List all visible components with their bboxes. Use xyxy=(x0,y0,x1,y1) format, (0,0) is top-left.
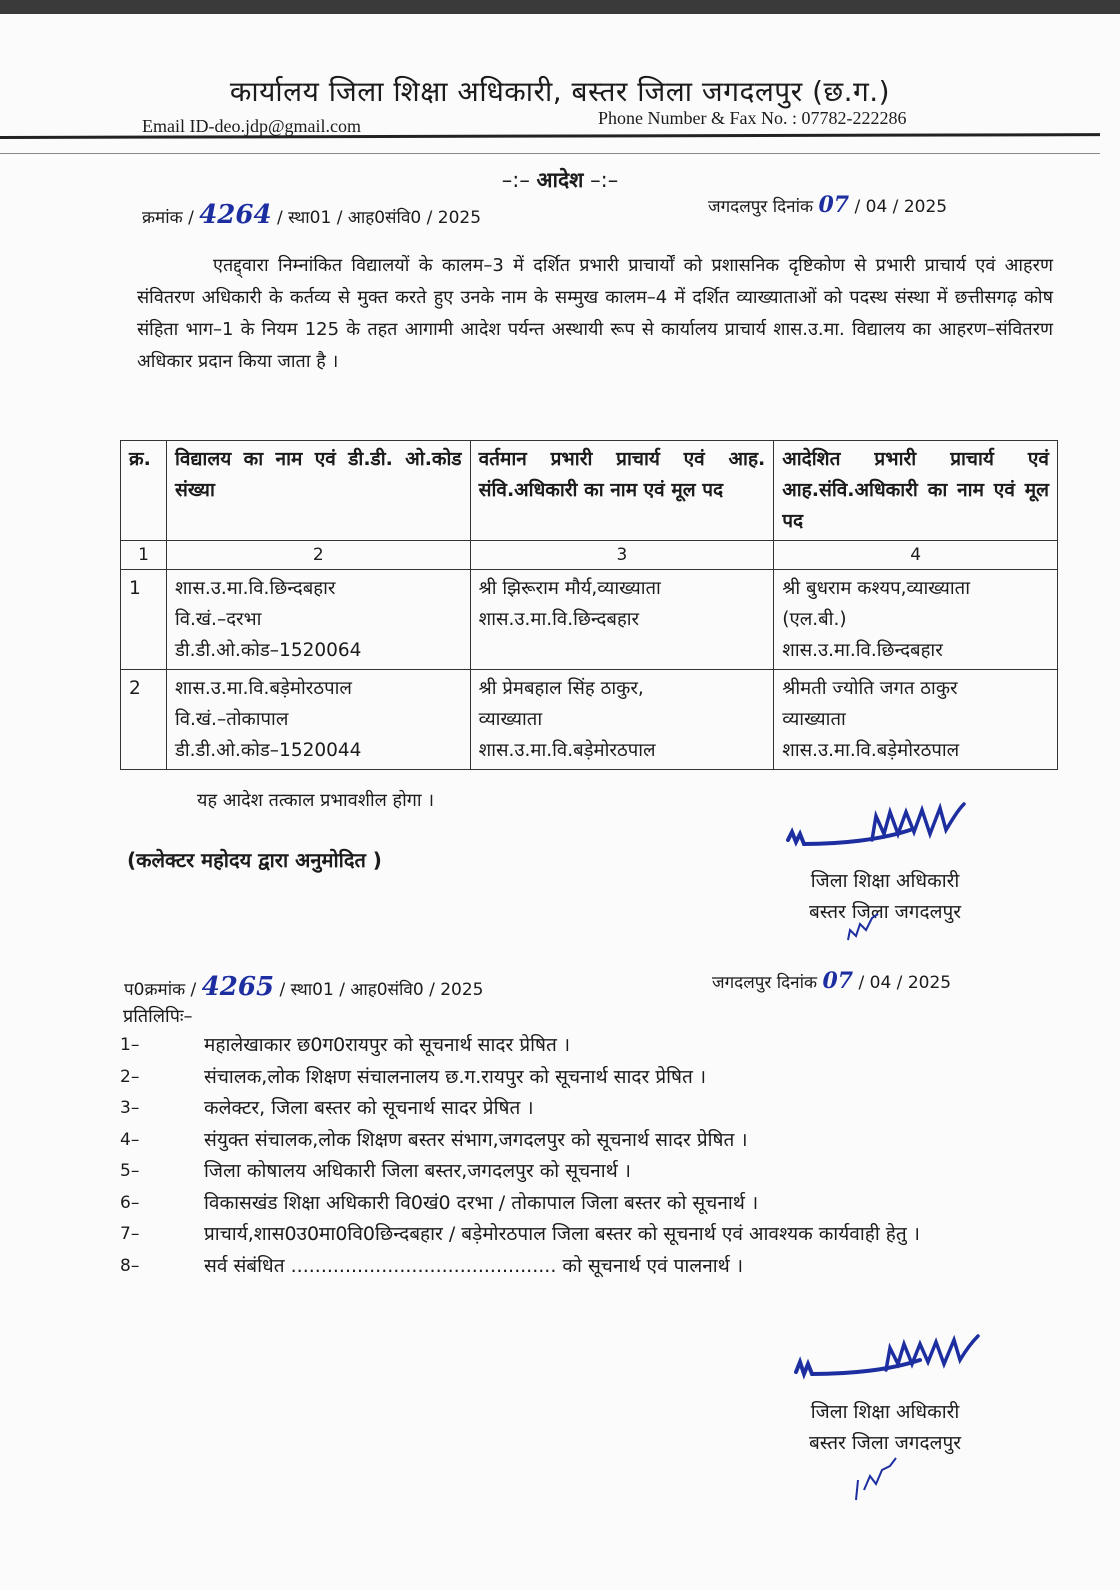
item-number: 3– xyxy=(120,1098,140,1118)
handwritten-signature-2 xyxy=(790,1332,1000,1398)
item-number: 6– xyxy=(120,1192,140,1213)
col-number: 3 xyxy=(470,541,774,570)
item-number: 5– xyxy=(120,1161,140,1181)
ref2-number-handwritten: 4265 xyxy=(201,972,275,1002)
ref-prefix: क्रमांक / xyxy=(142,208,194,228)
item-number: 8– xyxy=(120,1255,140,1276)
header-rule-thin xyxy=(0,153,1100,154)
table-header-row xyxy=(121,441,1058,541)
school-ddo-table xyxy=(120,440,1058,770)
row-school xyxy=(166,670,470,770)
collector-approval-note: (कलेक्टर महोदय द्वारा अनुमोदित ) xyxy=(127,848,382,872)
handwritten-signature-1 xyxy=(780,800,990,870)
copy-recipient-list xyxy=(120,1030,1040,1282)
initial-scribble-2 xyxy=(850,1440,910,1506)
row-current xyxy=(470,670,774,770)
list-item xyxy=(120,1251,1040,1283)
order-body-text: एतद्द्वारा निम्नांकित विद्यालयों के कालम–3 में दर्शित प्रभारी प्राचार्यों को प्रशासनिक दृष्टिकोण से प्रभारी प्राचार्य एवं आहरण संवितरण अधिकारी के कर्तव्य से मुक्त करते हुए उनके नाम के सम्मुख कालम–4 में दर्शित व्याख्याताओं को पदस्थ संस्था में छत्तीसगढ़ कोष संहिता भाग–1 के नियम 125 के तहत आगामी आदेश पर्यन्त अस्थायी रूप से कार्यालय प्राचार्य शास.उ.मा. विद्यालय का आहरण–संवितरण अधिकार प्रदान किया जाता है । xyxy=(137,255,1053,372)
effect-statement: यह आदेश तत्काल प्रभावशील होगा । xyxy=(197,790,435,811)
school-block: वि.खं.–तोकापाल xyxy=(174,709,289,730)
school-block: वि.खं.–दरभा xyxy=(174,609,262,630)
ddo-code: डी.डी.ओ.कोड–1520044 xyxy=(174,740,362,761)
col-header-current: वर्तमान प्रभारी प्राचार्य एवं आह. संवि.अधिकारी का नाम एवं मूल पद xyxy=(470,441,774,541)
col-header-school: विद्यालय का नाम एवं डी.डी. ओ.कोड संख्या xyxy=(166,441,470,541)
ordered-officer: श्री बुधराम कश्यप,व्याख्याता xyxy=(782,578,970,599)
ordered-detail: व्याख्याता xyxy=(782,709,846,730)
col-number: 4 xyxy=(774,541,1058,570)
item-text: जिला कोषालय अधिकारी जिला बस्तर,जगदलपुर को सूचनार्थ । xyxy=(204,1160,632,1182)
item-text: प्राचार्य,शास0उ0मा0वि0छिन्दबहार / बड़ेमोरठपाल जिला बस्तर को सूचनार्थ एवं आवश्यक कार्यवाही हेतु । xyxy=(204,1223,920,1245)
date-day-handwritten: 07 xyxy=(818,192,850,218)
date-prefix: जगदलपुर दिनांक xyxy=(708,197,814,217)
item-text: विकासखंड शिक्षा अधिकारी वि0खं0 दरभा / तोकापाल जिला बस्तर को सूचनार्थ । xyxy=(204,1191,759,1214)
item-text: संचालक,लोक शिक्षण संचालनालय छ.ग.रायपुर को सूचनार्थ सादर प्रेषित । xyxy=(204,1065,707,1088)
list-item xyxy=(120,1188,1040,1220)
col-number: 1 xyxy=(121,541,167,570)
table-row xyxy=(121,570,1058,670)
item-text: संयुक्त संचालक,लोक शिक्षण बस्तर संभाग,जगदलपुर को सूचनार्थ सादर प्रेषित । xyxy=(204,1128,748,1151)
date2-day-handwritten: 07 xyxy=(822,968,854,994)
copy-to-label: प्रतिलिपिः– xyxy=(123,1006,193,1027)
item-text: कलेक्टर, जिला बस्तर को सूचनार्थ सादर प्रेषित । xyxy=(204,1097,534,1119)
date-rest: / 04 / 2025 xyxy=(854,197,948,217)
scan-top-edge xyxy=(0,0,1120,14)
item-text: सर्व संबंधित ............................................ को सूचनार्थ एवं पालनार्थ । xyxy=(204,1254,744,1277)
column-number-row xyxy=(121,541,1058,570)
row-ordered xyxy=(774,670,1058,770)
order-heading-text: आदेश xyxy=(536,168,584,192)
initial-scribble-1 xyxy=(838,900,888,950)
row-school xyxy=(166,570,470,670)
order-date xyxy=(708,192,947,218)
ref2-prefix: प0क्रमांक / xyxy=(124,980,197,1000)
row-sno: 2 xyxy=(121,670,167,770)
list-item xyxy=(120,1093,1040,1125)
list-item xyxy=(120,1219,1040,1251)
ordered-post: शास.उ.मा.वि.बड़ेमोरठपाल xyxy=(782,740,960,761)
order-reference xyxy=(142,200,481,230)
date2-rest: / 04 / 2025 xyxy=(858,973,952,993)
row-current xyxy=(470,570,774,670)
ordered-detail: (एल.बी.) xyxy=(782,609,847,630)
order-heading-left: –:– xyxy=(501,168,530,192)
row-sno: 1 xyxy=(121,570,167,670)
ordered-officer: श्रीमती ज्योति जगत ठाकुर xyxy=(782,678,958,699)
item-number: 1– xyxy=(120,1035,140,1055)
list-item xyxy=(120,1156,1040,1188)
order-heading xyxy=(0,166,1120,194)
col-header-sno: क्र. xyxy=(121,441,167,541)
office-title: कार्यालय जिला शिक्षा अधिकारी, बस्तर जिला जगदलपुर (छ.ग.) xyxy=(229,75,891,108)
ddo-code: डी.डी.ओ.कोड–1520064 xyxy=(174,640,362,661)
list-item xyxy=(120,1125,1040,1157)
signatory-office: बस्तर जिला जगदलपुर xyxy=(808,1432,962,1454)
signatory-designation: जिला शिक्षा अधिकारी xyxy=(810,1401,960,1423)
order-heading-right: –:– xyxy=(590,168,619,192)
list-item xyxy=(120,1062,1040,1094)
item-number: 7– xyxy=(120,1224,140,1244)
ref2-suffix: / स्था01 / आह0संवि0 / 2025 xyxy=(279,980,484,1000)
ref-number-handwritten: 4264 xyxy=(199,200,272,230)
email-id: Email ID-deo.jdp@gmail.com xyxy=(142,116,362,136)
col-header-ordered: आदेशित प्रभारी प्राचार्य एवं आह.संवि.अधिकारी का नाम एवं मूल पद xyxy=(774,441,1058,541)
current-post: शास.उ.मा.वि.बड़ेमोरठपाल xyxy=(478,740,656,761)
signatory-designation: जिला शिक्षा अधिकारी xyxy=(810,870,960,892)
ordered-post: शास.उ.मा.वि.छिन्दबहार xyxy=(782,640,943,661)
date2-prefix: जगदलपुर दिनांक xyxy=(712,973,818,993)
ref-suffix: / स्था01 / आह0संवि0 / 2025 xyxy=(277,208,482,228)
order-body xyxy=(137,250,1053,378)
current-detail: व्याख्याता xyxy=(478,709,543,730)
current-officer: श्री झिरूराम मौर्य,व्याख्याता xyxy=(478,578,661,599)
item-text: महालेखाकार छ0ग0रायपुर को सूचनार्थ सादर प्रेषित । xyxy=(204,1034,571,1056)
col-number: 2 xyxy=(166,541,470,570)
list-item xyxy=(120,1030,1040,1062)
table-row xyxy=(121,670,1058,770)
current-officer: श्री प्रेमबहाल सिंह ठाकुर, xyxy=(478,678,644,699)
school-name: शास.उ.मा.वि.छिन्दबहार xyxy=(174,578,336,599)
row-ordered xyxy=(774,570,1058,670)
endorsement-reference xyxy=(124,972,484,1002)
endorsement-date xyxy=(712,968,951,994)
signatory-office: बस्तर जिला जगदलपुर xyxy=(808,901,962,923)
school-name: शास.उ.मा.वि.बड़ेमोरठपाल xyxy=(174,678,352,699)
phone-fax: Phone Number & Fax No. : 07782-222286 xyxy=(598,108,907,128)
item-number: 2– xyxy=(120,1066,140,1087)
current-post: शास.उ.मा.वि.छिन्दबहार xyxy=(478,609,640,630)
item-number: 4– xyxy=(120,1129,140,1150)
